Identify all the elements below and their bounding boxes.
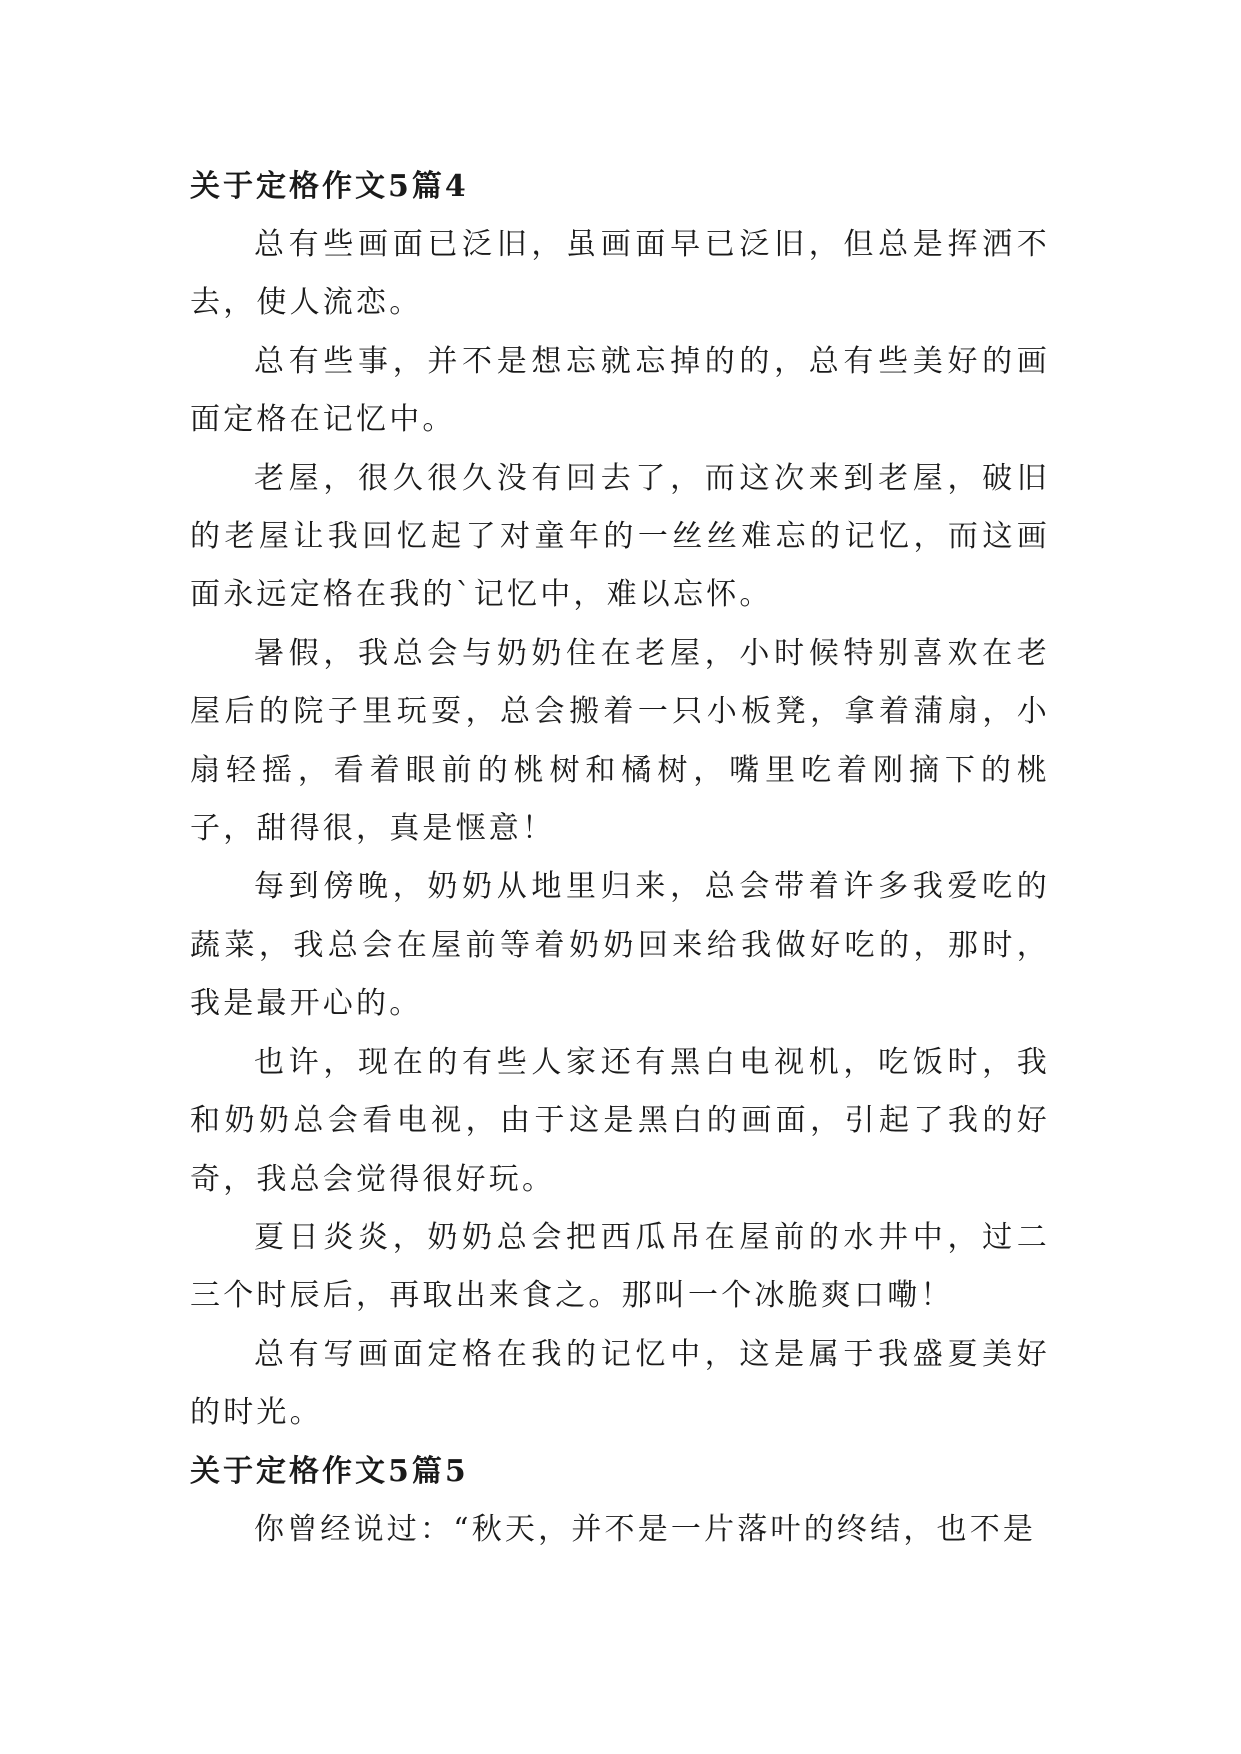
paragraph: 总有写画面定格在我的记忆中，这是属于我盛夏美好的时光。 [190, 1336, 1050, 1431]
paragraph: 总有些事，并不是想忘就忘掉的的，总有些美好的画面定格在记忆中。 [190, 343, 1050, 438]
paragraph: 老屋，很久很久没有回去了，而这次来到老屋，破旧的老屋让我回忆起了对童年的一丝丝难忘的记忆，而这画面永远定格在我的`记忆中，难以忘怀。 [190, 460, 1050, 613]
section-heading: 关于定格作文5篇5 [190, 1453, 469, 1489]
document-page [190, 158, 1050, 1559]
section-heading: 关于定格作文5篇4 [190, 169, 469, 204]
paragraph: 每到傍晚，奶奶从地里归来，总会带着许多我爱吃的蔬菜，我总会在屋前等着奶奶回来给我做好吃的，那时，我是最开心的。 [190, 869, 1050, 1022]
paragraph: 总有些画面已泛旧，虽画面早已泛旧，但总是挥洒不去，使人流恋。 [190, 227, 1050, 321]
paragraph: 夏日炎炎，奶奶总会把西瓜吊在屋前的水井中，过二三个时辰后，再取出来食之。那叫一个冰脆爽口嘞！ [190, 1219, 1050, 1314]
paragraph: 你曾经说过：“秋天，并不是一片落叶的终结，也不是 [254, 1511, 1037, 1547]
paragraph: 暑假，我总会与奶奶住在老屋，小时候特别喜欢在老屋后的院子里玩耍，总会搬着一只小板凳，拿着蒲扇，小扇轻摇，看着眼前的桃树和橘树，嘴里吃着刚摘下的桃子，甜得很，真是惬意！ [190, 635, 1050, 847]
paragraph: 也许，现在的有些人家还有黑白电视机，吃饭时，我和奶奶总会看电视，由于这是黑白的画面，引起了我的好奇，我总会觉得很好玩。 [190, 1044, 1050, 1197]
